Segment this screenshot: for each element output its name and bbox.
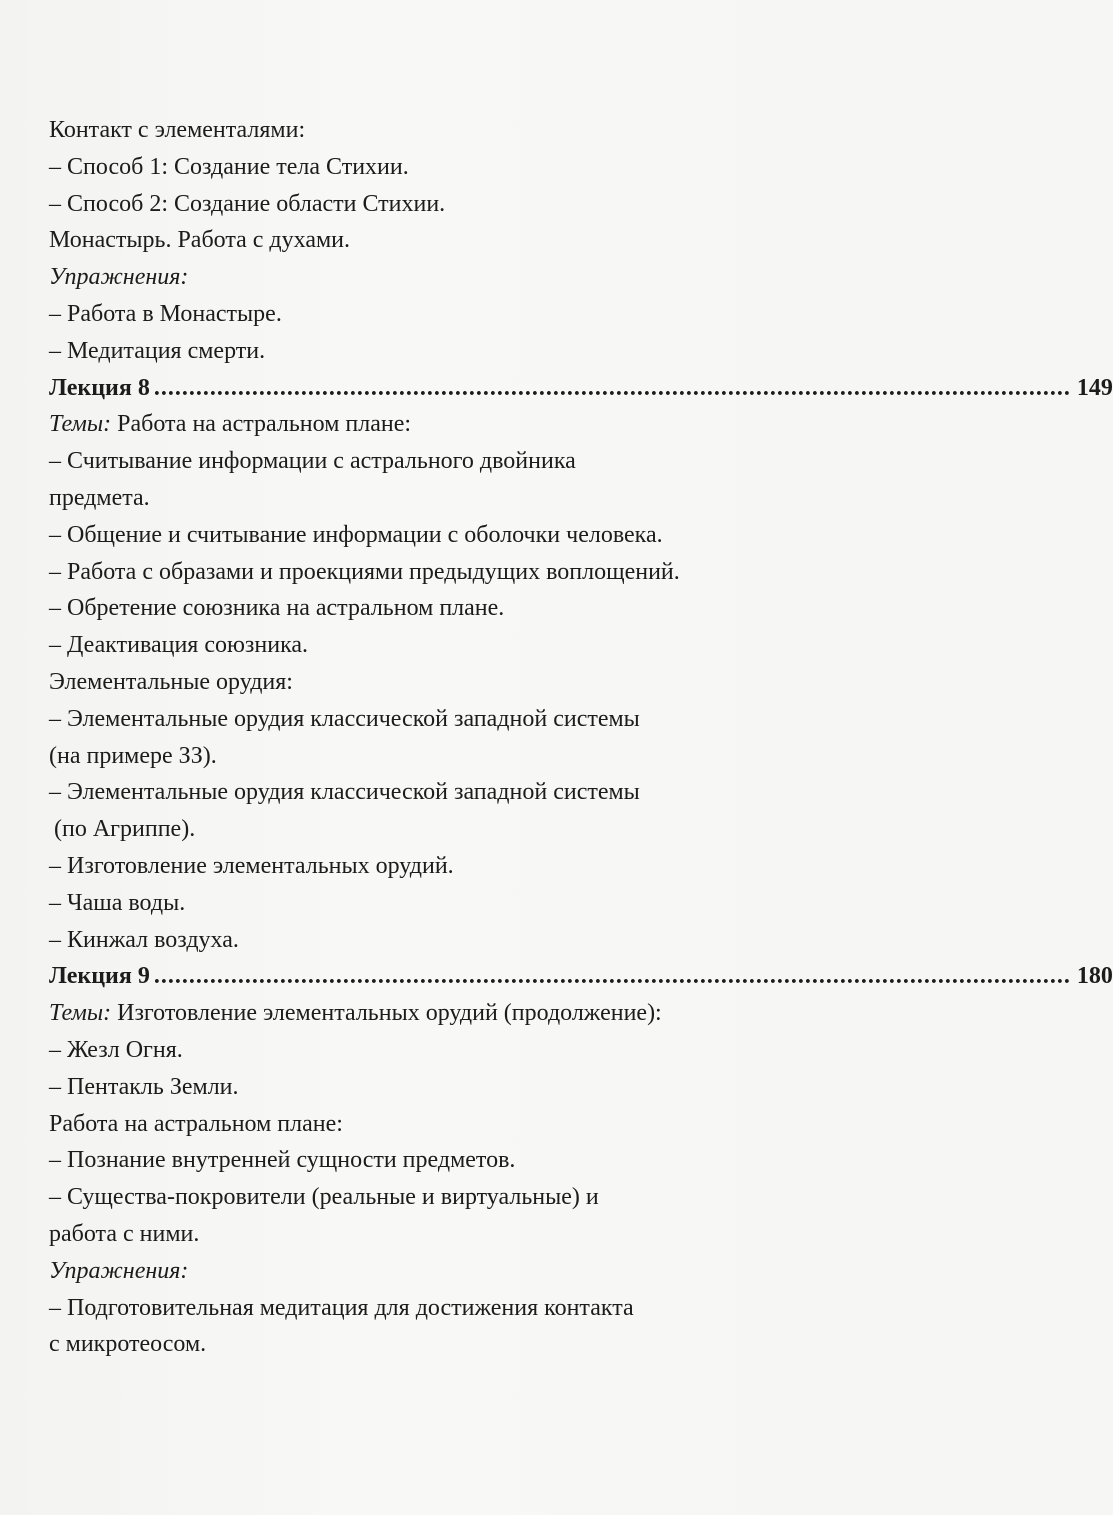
toc-line: Монастырь. Работа с духами. <box>49 227 351 254</box>
themes-label: Темы: <box>49 1000 112 1027</box>
toc-line: с микротеосом. <box>49 1331 207 1358</box>
toc-line: – Обретение союзника на астральном плане. <box>49 595 505 622</box>
lecture-8-page-number: 149 <box>1076 374 1113 401</box>
toc-line: – Элементальные орудия классической западной системы <box>49 705 640 732</box>
themes-label: Темы: <box>49 411 112 438</box>
toc-line: – Деактивация союзника. <box>49 632 309 659</box>
themes-text: Работа на астральном плане: <box>111 411 412 438</box>
toc-line: – Подготовительная медитация для достижения контакта <box>49 1294 634 1321</box>
table-of-contents <box>49 112 1113 1363</box>
toc-line: – Общение и считывание информации с оболочки человека. <box>49 521 663 548</box>
toc-line: работа с ними. <box>49 1220 200 1247</box>
toc-line: – Считывание информации с астрального двойника <box>49 448 576 475</box>
toc-line: – Жезл Огня. <box>49 1036 183 1063</box>
exercises-label: Упражнения: <box>49 264 189 291</box>
dot-leader: ................................................................................................................................... <box>153 963 1071 990</box>
toc-line: (на примере ЗЗ). <box>49 742 217 769</box>
toc-line: – Работа в Монастыре. <box>49 300 282 327</box>
toc-line: – Способ 2: Создание области Стихии. <box>49 190 446 217</box>
lecture-8-heading <box>49 370 1113 407</box>
themes-text: Изготовление элементальных орудий (продолжение): <box>111 1000 662 1027</box>
toc-line: Элементальные орудия: <box>49 668 293 695</box>
toc-line: – Элементальные орудия классической западной системы <box>49 779 640 806</box>
lecture-9-title: Лекция 9 <box>49 963 150 990</box>
toc-line: – Чаша воды. <box>49 889 186 916</box>
toc-line: Работа на астральном плане: <box>49 1110 343 1137</box>
lecture-9-heading <box>49 958 1113 995</box>
lecture-9-themes <box>49 995 819 1032</box>
toc-line: – Познание внутренней сущности предметов. <box>49 1147 516 1174</box>
lecture-8-themes <box>49 406 819 443</box>
toc-line: – Медитация смерти. <box>49 337 266 364</box>
toc-line: – Способ 1: Создание тела Стихии. <box>49 153 409 180</box>
toc-line: (по Агриппе). <box>54 816 196 843</box>
toc-line: – Работа с образами и проекциями предыдущих воплощений. <box>49 558 680 585</box>
toc-line: – Пентакль Земли. <box>49 1073 239 1100</box>
lecture-9-page-number: 180 <box>1076 963 1113 990</box>
toc-line: Контакт с элементалями: <box>49 117 306 143</box>
toc-line: – Существа-покровители (реальные и виртуальные) и <box>49 1184 599 1211</box>
toc-line: – Изготовление элементальных орудий. <box>49 852 454 879</box>
lecture-8-title: Лекция 8 <box>49 374 150 401</box>
dot-leader: ................................................................................................................................... <box>153 374 1071 401</box>
toc-line: предмета. <box>49 484 150 511</box>
toc-line: – Кинжал воздуха. <box>49 926 239 953</box>
exercises-label: Упражнения: <box>49 1257 189 1284</box>
